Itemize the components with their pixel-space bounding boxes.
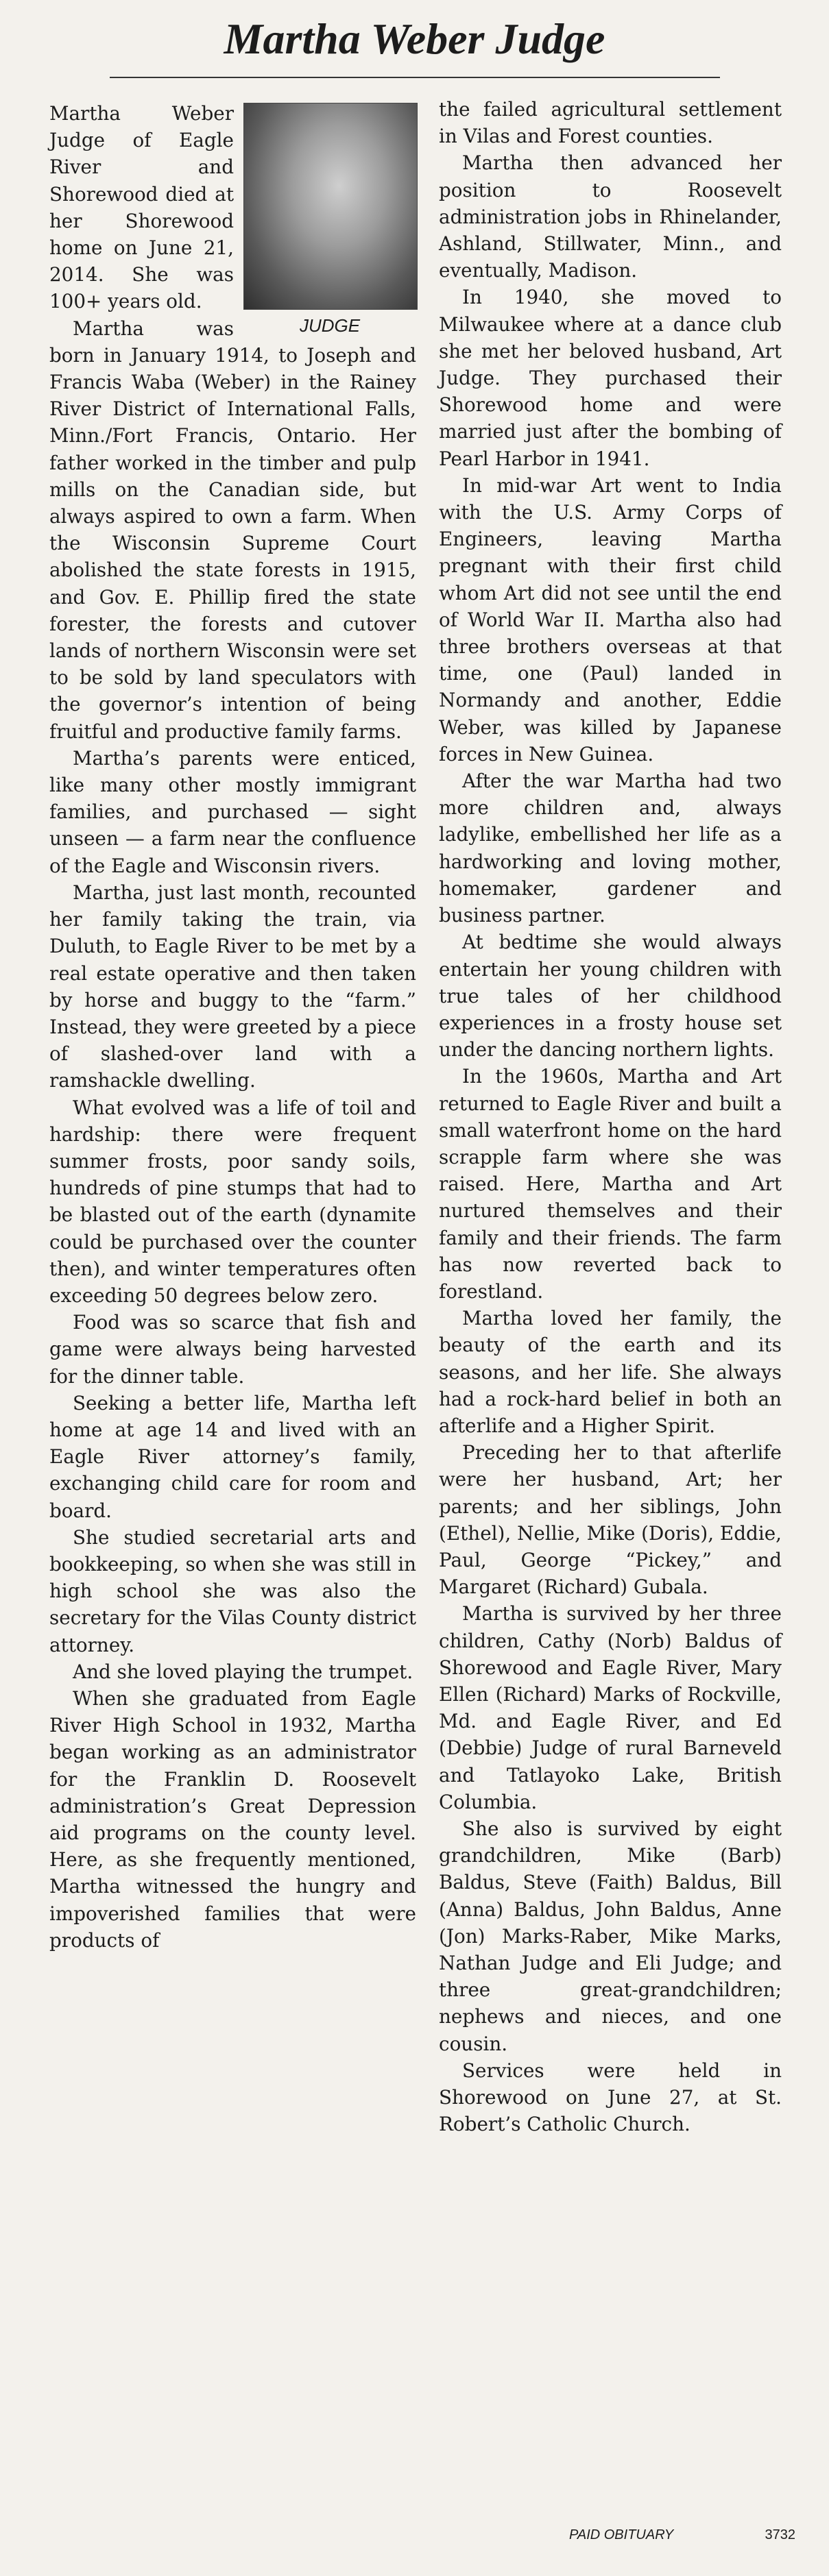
paragraph: Martha Weber Judge of Eagle River and Shorewood died at her Shorewood home on June 21, 2014. She was 100+ years old.	[49, 102, 234, 313]
footer	[569, 2527, 795, 2543]
paragraph: And she loved playing the trumpet.	[73, 1660, 413, 1683]
paragraph: In the 1960s, Martha and Art returned to Eagle River and built a small waterfront home on the hard scrapple farm where she was raised. Here, Martha and Art nurtured themselves and their family and their friends. The farm has now reverted back to forestland.	[439, 1065, 782, 1303]
title-divider	[110, 77, 720, 78]
paragraph: When she graduated from Eagle River High School in 1932, Martha began working as an administrator for the Franklin D. Roosevelt administration’s Great Depression aid programs on the county level. Here, as she frequently mentioned, Martha witnessed the hungry and impoverished families that were products of	[49, 1686, 416, 1952]
paragraph: Martha is survived by her three children, Cathy (Norb) Baldus of Shorewood and Eagle River, Mary Ellen (Richard) Marks of Rockville, Md. and Eagle River, and Ed (Debbie) Judge of rural Barneveld and Tatlayoko Lake, British Columbia.	[439, 1602, 782, 1813]
paragraph: Martha loved her family, the beauty of the earth and its seasons, and her life. She always had a rock-hard belief in both an afterlife and a Higher Spirit.	[439, 1307, 782, 1437]
obituary-title: Martha Weber Judge	[224, 14, 605, 63]
portrait-figure	[243, 103, 416, 337]
paragraph: Food was so scarce that fish and game were always being harvested for the dinner table.	[49, 1311, 416, 1388]
ad-code: 3732	[765, 2527, 795, 2542]
paragraph: Martha was born in January 1914, to Joseph and Francis Waba (Weber) in the Rainey River District of International Falls, Minn./Fort Francis, Ontario. Her father worked in the timber and pulp mills on the Canadian side, but always aspired to own a farm. When the Wisconsin Supreme Court abolished the state forests in 1915, and Gov. E. Phillip fired the state forester, the forests and cutover lands of northern Wisconsin were set to be sold by land speculators with the governor’s intention of being fruitful and productive family farms.	[49, 317, 416, 743]
paragraph: After the war Martha had two more children and, always ladylike, embellished her life as a hardworking and loving mother, homemaker, gardener and business partner.	[439, 770, 782, 927]
paid-obituary-tag: PAID OBITUARY	[569, 2527, 674, 2542]
left-column	[49, 100, 416, 1954]
paragraph: In 1940, she moved to Milwaukee where at a dance club she met her beloved husband, Art Judge. They purchased their Shorewood home and were married just after the bombing of Pearl Harbor in 1941.	[439, 286, 782, 470]
right-column	[439, 96, 782, 2137]
paragraph: Preceding her to that afterlife were her husband, Art; her parents; and her siblings, John (Ethel), Nellie, Mike (Doris), Eddie, Paul, George “Pickey,” and Margaret (Richard) Gubala.	[439, 1441, 782, 1599]
photo-caption: JUDGE	[299, 315, 361, 336]
paragraph: At bedtime she would always entertain her young children with true tales of her childhood experiences in a frosty house set under the dancing northern lights.	[439, 931, 782, 1062]
paragraph: the failed agricultural settlement in Vilas and Forest counties.	[439, 98, 782, 148]
paragraph: She also is survived by eight grandchildren, Mike (Barb) Baldus, Steve (Faith) Baldus, Bill (Anna) Baldus, John Baldus, Anne (Jon) Marks-Raber, Mike Marks, Nathan Judge and Eli Judge; and three great-grandchildren; nephews and nieces, and one cousin.	[439, 1817, 782, 2055]
paragraph: Services were held in Shorewood on June 27, at St. Robert’s Catholic Church.	[439, 2059, 782, 2136]
paragraph: Martha, just last month, recounted her family taking the train, via Duluth, to Eagle River to be met by a real estate operative and then taken by horse and buggy to the “farm.” Instead, they were greeted by a piece of slashed-over land with a ramshackle dwelling.	[49, 881, 416, 1092]
paragraph: In mid-war Art went to India with the U.S. Army Corps of Engineers, leaving Martha pregnant with their first child whom Art did not see until the end of World War II. Martha also had three brothers overseas at that time, one (Paul) landed in Normandy and another, Eddie Weber, was killed by Japanese forces in New Guinea.	[439, 474, 782, 765]
paragraph: What evolved was a life of toil and hardship: there were frequent summer frosts, poor sandy soils, hundreds of pine stumps that had to be blasted out of the earth (dynamite could be purchased over the counter then), and winter temperatures often exceeding 50 degrees below zero.	[49, 1096, 416, 1307]
paragraph: She studied secretarial arts and bookkeeping, so when she was still in high school she was also the secretary for the Vilas County district attorney.	[49, 1525, 416, 1656]
paragraph: Martha’s parents were enticed, like many other mostly immigrant families, and purchased — sight unseen — a farm near the confluence of the Eagle and Wisconsin rivers.	[49, 746, 416, 877]
paragraph: Seeking a better life, Martha left home at age 14 and lived with an Eagle River attorney’s family, exchanging child care for room and board.	[49, 1391, 416, 1522]
portrait-photo	[243, 103, 418, 310]
paragraph: Martha then advanced her position to Roosevelt administration jobs in Rhinelander, Ashland, Stillwater, Minn., and eventually, Madison.	[439, 151, 782, 282]
